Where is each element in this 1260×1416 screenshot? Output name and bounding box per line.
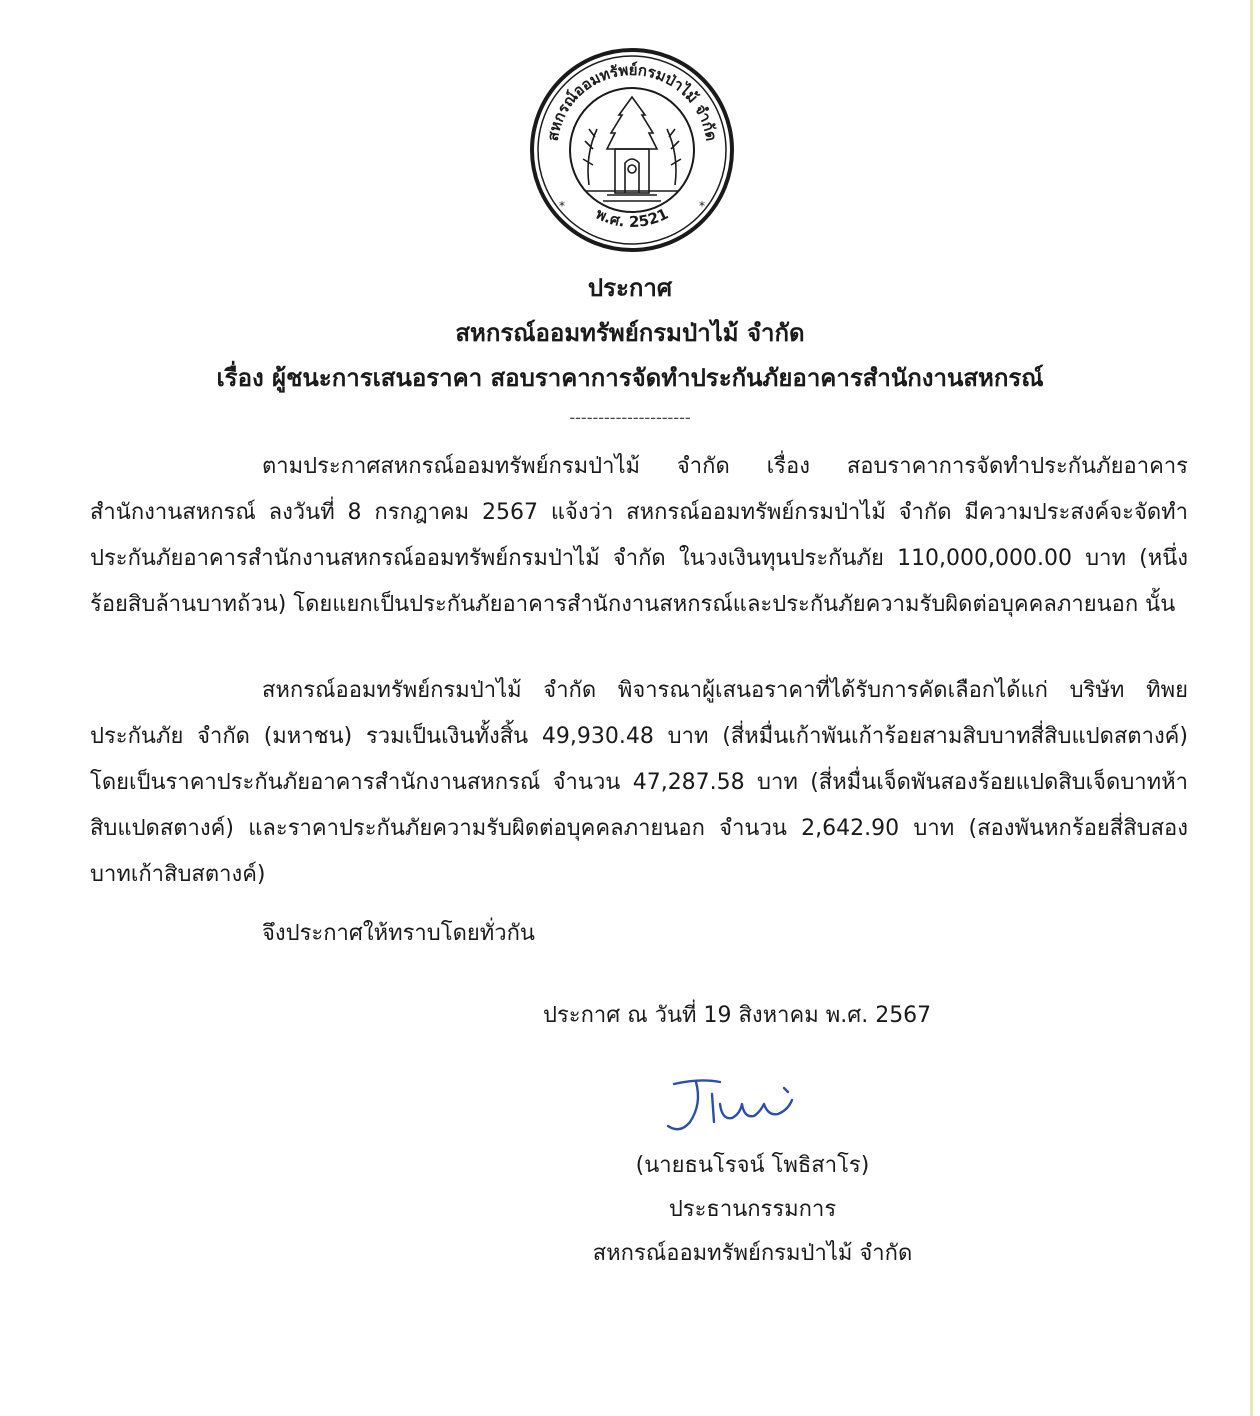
svg-text:*: * (559, 199, 565, 213)
closing-line: จึงประกาศให้ทราบโดยทั่วกัน (262, 921, 535, 946)
svg-text:*: * (699, 199, 705, 213)
page-edge-mark (1250, 0, 1253, 1416)
announcement-date: ประกาศ ณ วันที่ 19 สิงหาคม พ.ศ. 2567 (543, 1003, 932, 1028)
seal-year: พ.ศ. 2521 (592, 204, 672, 232)
seal-text: สหกรณ์ออมทรัพย์กรมป่าไม้ จำกัด (543, 60, 721, 143)
signer-title: ประธานกรรมการ (668, 1197, 837, 1222)
svg-text:พ.ศ. 2521 (593, 205, 671, 231)
signer-name: (นายธนโรจน์ โพธิสาโร) (635, 1153, 870, 1178)
body-paragraph-2: สหกรณ์ออมทรัพย์กรมป่าไม้ จำกัด พิจารณาผู้เสนอราคาที่ได้รับการคัดเลือกได้แก่ บริษัท ทิพยประกันภัย จำกัด (มหาชน) รวมเป็นเงินทั้งสิ้น 49,930.48 บาท (สี่หมื่นเก้าพันเก้าร้อยสามสิบบาทสี่สิบแปดสตางค์) โดยเป็นราคาประกันภัยอาคารสำนักงานสหกรณ์ จำนวน 47,287.58 บาท (สี่หมื่นเจ็ดพันสองร้อยแปดสิบเจ็ดบาทห้าสิบแปดสตางค์) และราคาประกันภัยความรับผิดต่อบุคคลภายนอก จำนวน 2,642.90 บาท (สองพันหกร้อยสี่สิบสองบาทเก้าสิบสตางค์) (90, 678, 1188, 887)
organization-heading: สหกรณ์ออมทรัพย์กรมป่าไม้ จำกัด (455, 319, 805, 347)
document-type-heading: ประกาศ (587, 274, 673, 302)
heading-divider: --------------------- (569, 408, 691, 427)
signer-organization: สหกรณ์ออมทรัพย์กรมป่าไม้ จำกัด (592, 1241, 913, 1266)
cooperative-seal-icon (527, 45, 737, 255)
signature-icon (660, 1070, 810, 1140)
subject-heading: เรื่อง ผู้ชนะการเสนอราคา สอบราคาการจัดทำประกันภัยอาคารสำนักงานสหกรณ์ (216, 364, 1044, 392)
body-paragraph-1: ตามประกาศสหกรณ์ออมทรัพย์กรมป่าไม้ จำกัด เรื่อง สอบราคาการจัดทำประกันภัยอาคารสำนักงานสหกรณ์ ลงวันที่ 8 กรกฎาคม 2567 แจ้งว่า สหกรณ์ออมทรัพย์กรมป่าไม้ จำกัด มีความประสงค์จะจัดทำประกันภัยอาคารสำนักงานสหกรณ์ออมทรัพย์กรมป่าไม้ จำกัด ในวงเงินทุนประกันภัย 110,000,000.00 บาท (หนึ่งร้อยสิบล้านบาทถ้วน) โดยแยกเป็นประกันภัยอาคารสำนักงานสหกรณ์และประกันภัยความรับผิดต่อบุคคลภายนอก นั้น (90, 454, 1188, 617)
